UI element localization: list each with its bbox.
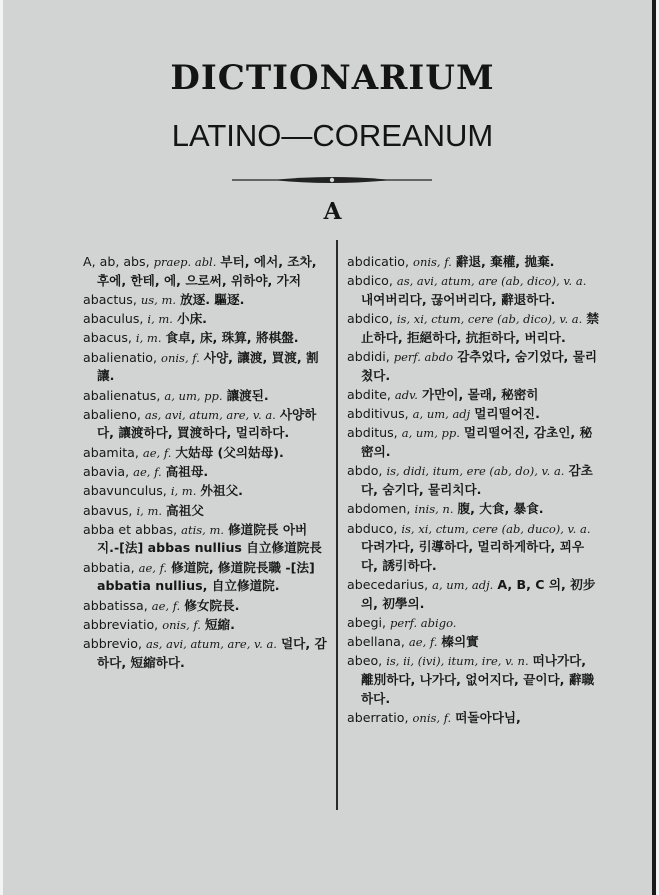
entry-definition: 外祖父. — [200, 483, 243, 499]
dictionary-entry — [83, 559, 329, 596]
dictionary-entry — [83, 482, 329, 501]
entry-headword: abditus, — [347, 425, 398, 441]
entry-grammar: ae, f. — [142, 445, 172, 460]
entry-headword: abbrevio, — [83, 636, 143, 652]
dictionary-entry — [347, 709, 599, 728]
entry-grammar: perf. abdo — [393, 350, 454, 365]
entry-definition: 사양하다, 讓渡하다, 買渡하다, 멀리하다. — [97, 406, 317, 441]
column-divider — [336, 240, 338, 810]
entry-grammar: adv. — [394, 387, 418, 402]
dictionary-entry — [83, 291, 329, 310]
entry-grammar: as, avi, atum, are, v. a. — [144, 407, 276, 422]
entry-definition: 短縮. — [204, 616, 235, 632]
entry-definition: 修道院長 아버지.-[法] abbas nullius 自立修道院長 — [97, 521, 322, 556]
entry-definition: 腹, 大食, 暴食. — [457, 501, 544, 517]
entry-grammar: i, m. — [136, 503, 163, 518]
entry-definition: 禁止하다, 拒絕하다, 抗拒하다, 버리다. — [361, 311, 599, 345]
entry-headword: abamita, — [83, 444, 139, 460]
entry-grammar: ae, f. — [151, 598, 181, 613]
entry-headword: abdicatio, — [347, 254, 409, 269]
entry-grammar: ae, f. — [408, 635, 438, 650]
entry-headword: abacus, — [83, 330, 132, 346]
entry-headword: abavia, — [83, 464, 130, 480]
entry-grammar: ae, f. — [138, 560, 168, 575]
entry-grammar: is, xi, ctum, cere (ab, dico), v. a. — [396, 312, 583, 327]
entry-definition: 떠나가다, 離別하다, 나가다, 없어지다, 끝이다, 辭職하다. — [361, 653, 595, 706]
dictionary-entry — [347, 462, 599, 499]
entry-grammar: as, avi, atum, are, v. a. — [146, 637, 277, 652]
entry-headword: abduco, — [347, 520, 398, 536]
entry-definition: 讓渡된. — [226, 387, 269, 403]
entry-grammar: a, um, pp. — [401, 426, 460, 441]
entry-grammar: perf. abigo. — [389, 615, 457, 630]
entry-definition: 小床. — [176, 311, 207, 327]
entry-definition: 大姑母 (父의姑母). — [175, 444, 284, 460]
dictionary-entry — [347, 633, 599, 652]
left-column — [83, 253, 329, 673]
dictionary-entry — [83, 310, 329, 329]
page-title: DICTIONARIUM — [170, 58, 495, 98]
dictionary-entry — [83, 444, 329, 463]
entry-headword: abactus, — [83, 291, 137, 307]
entry-definition: 高祖母. — [165, 464, 209, 480]
dictionary-entry — [83, 635, 329, 672]
entry-headword: abbatia, — [83, 559, 135, 575]
entry-definition: 덜다, 감하다, 短縮하다. — [97, 636, 327, 670]
dictionary-entry — [347, 253, 599, 272]
entry-headword: abavus, — [83, 502, 133, 518]
section-letter: A — [323, 198, 342, 225]
right-column — [347, 253, 599, 728]
entry-definition: 高祖父 — [166, 502, 204, 518]
entry-headword: A, ab, abs, — [83, 254, 150, 269]
dictionary-entry — [347, 310, 599, 347]
dictionary-entry — [347, 424, 599, 461]
dictionary-entry — [83, 502, 329, 521]
entry-grammar: onis, f. — [161, 350, 200, 365]
entry-grammar: as, avi, atum, are (ab, dico), v. a. — [396, 274, 587, 289]
entry-definition: A, B, C 의, 初步의, 初學의. — [361, 576, 596, 611]
dictionary-entry — [83, 349, 329, 386]
entry-grammar: onis, f. — [162, 617, 201, 632]
entry-grammar: a, um, pp. — [164, 388, 223, 403]
entry-definition: 修女院長. — [184, 597, 240, 613]
entry-headword: abbatissa, — [83, 597, 148, 613]
entry-grammar: a, um, adj — [412, 407, 471, 422]
entry-headword: abellana, — [347, 634, 405, 650]
entry-headword: abavunculus, — [83, 483, 167, 499]
entry-definition: 감초다, 숨기다, 물리치다. — [361, 463, 593, 497]
entry-definition: 떠돌아다님, — [455, 709, 521, 725]
entry-headword: abdite, — [347, 386, 391, 402]
entry-headword: abdo, — [347, 463, 383, 479]
entry-headword: abalieno, — [83, 406, 141, 422]
entry-grammar: ae, f. — [133, 465, 162, 480]
entry-definition: 가만이, 몰래, 秘密히 — [421, 386, 539, 402]
entry-headword: abecedarius, — [347, 576, 429, 592]
entry-definition: 부터, 에서, 조차, 후에, 한테, 에, 으로써, 위하야, 가저 — [97, 254, 317, 288]
entry-definition: 멀리떨어진, 감초인, 秘密의. — [361, 425, 593, 460]
dictionary-entry — [347, 386, 599, 405]
dictionary-entry — [83, 387, 329, 406]
entry-definition: 다려가다, 引導하다, 멀리하게하다, 꾀우다, 誘引하다. — [361, 539, 585, 573]
entry-definition: 감추었다, 숨기었다, 물리쳤다. — [361, 349, 598, 383]
entry-definition: 사양, 讓渡, 買渡, 割讓. — [97, 349, 319, 384]
dictionary-entry — [347, 520, 599, 576]
ornament-divider — [232, 174, 432, 186]
entry-definition: 放逐. 驅逐. — [180, 291, 245, 307]
entry-definition: 食卓, 床, 珠算, 將棋盤. — [165, 330, 299, 346]
page-subtitle: LATINO—COREANUM — [171, 118, 494, 153]
entry-grammar: i, m. — [147, 312, 173, 327]
entry-headword: abdomen, — [347, 501, 411, 517]
entry-grammar: i, m. — [135, 331, 162, 346]
dictionary-entry — [83, 616, 329, 635]
entry-grammar: is, ii, (ivi), itum, ire, v. n. — [386, 654, 529, 669]
entry-grammar: praep. abl. — [153, 255, 217, 269]
dictionary-entry — [347, 272, 599, 309]
entry-headword: abbreviatio, — [83, 616, 159, 632]
dictionary-entry — [83, 597, 329, 616]
entry-headword: abba et abbas, — [83, 521, 178, 537]
entry-headword: abdico, — [347, 273, 393, 289]
dictionary-entry — [347, 576, 599, 613]
entry-grammar: is, xi, ctum, cere (ab, duco), v. a. — [401, 521, 591, 536]
dictionary-entry — [83, 406, 329, 443]
entry-grammar: us, m. — [140, 292, 177, 307]
entry-definition: 榛의實 — [441, 634, 479, 650]
entry-grammar: is, didi, itum, ere (ab, do), v. a. — [386, 464, 565, 479]
entry-definition: 내여버리다, 끊어버리다, 辭退하다. — [361, 291, 556, 307]
dictionary-entry — [347, 405, 599, 424]
dictionary-entry — [83, 253, 329, 290]
entry-headword: abdico, — [347, 311, 393, 327]
entry-headword: aberratio, — [347, 709, 409, 725]
entry-headword: abaculus, — [83, 311, 144, 327]
dictionary-entry — [347, 348, 599, 385]
dictionary-entry — [83, 521, 329, 558]
entry-grammar: onis, f. — [412, 710, 452, 725]
entry-headword: abdidi, — [347, 349, 390, 365]
entry-grammar: atis, m. — [181, 522, 225, 537]
dictionary-entry — [83, 329, 329, 348]
entry-headword: abditivus, — [347, 406, 409, 422]
entry-definition: 멀리떨어진. — [474, 406, 540, 422]
dictionary-entry — [83, 463, 329, 482]
entry-grammar: onis, f. — [413, 255, 452, 269]
dictionary-entry — [347, 652, 599, 708]
entry-grammar: i, m. — [170, 484, 197, 499]
entry-headword: abalienatio, — [83, 349, 158, 365]
entry-grammar: inis, n. — [414, 502, 454, 517]
dictionary-entry — [347, 500, 599, 519]
entry-definition: 修道院, 修道院長職 -[法] abbatia nullius, 自立修道院. — [97, 559, 315, 594]
entry-grammar: a, um, adj. — [432, 577, 494, 592]
entry-headword: abalienatus, — [83, 387, 161, 403]
entry-headword: abegi, — [347, 614, 386, 630]
dictionary-entry — [347, 614, 599, 633]
entry-definition: 辭退, 棄權, 拋棄. — [455, 254, 555, 269]
entry-headword: abeo, — [347, 653, 383, 669]
